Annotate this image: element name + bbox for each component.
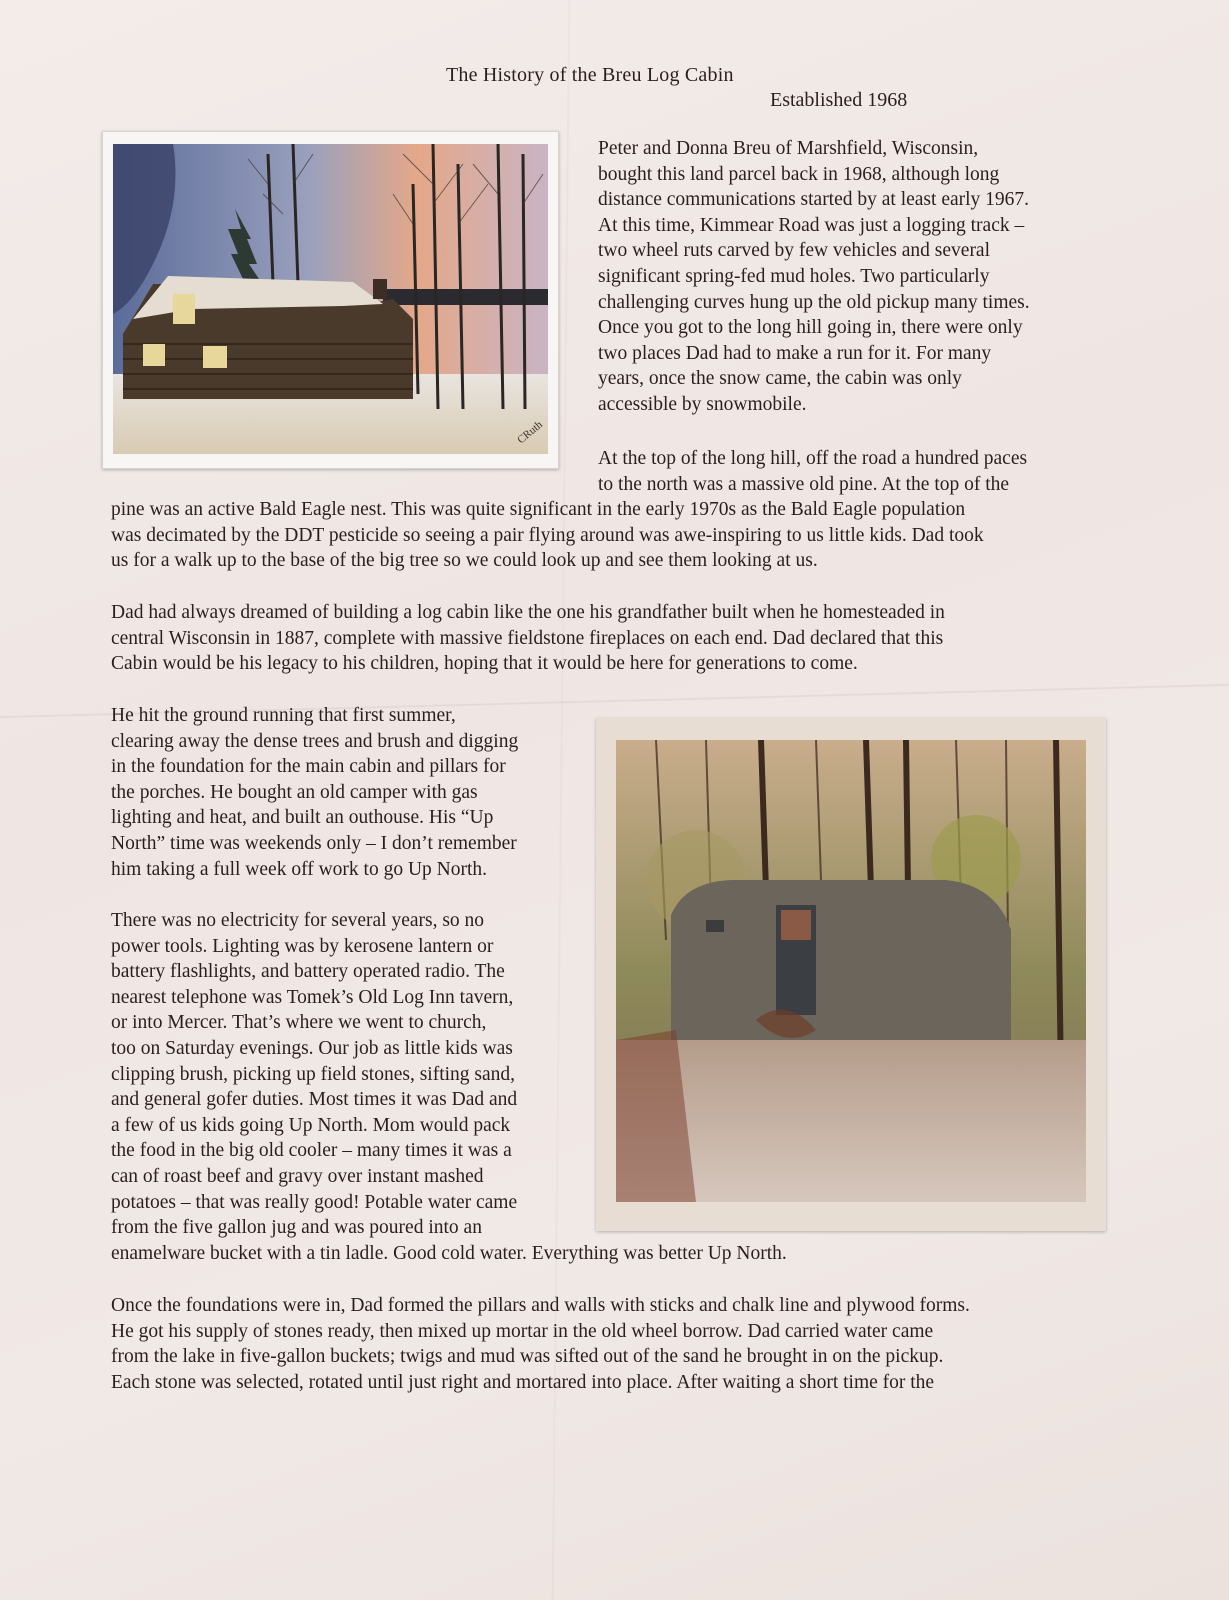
text-line: Each stone was selected, rotated until just right and mortared into place. After waiting a short time for the xyxy=(111,1371,935,1393)
text-line: the porches. He bought an old camper with gas xyxy=(111,781,478,803)
text-line: was decimated by the DDT pesticide so seeing a pair flying around was awe-inspiring to us little kids. Dad took xyxy=(111,524,984,546)
text-line: distance communications started by at least early 1967. xyxy=(598,189,1030,211)
text-line: potatoes – that was really good! Potable water came xyxy=(111,1191,518,1213)
paragraph-3 xyxy=(111,600,945,677)
text-line: two places Dad had to make a run for it. For many xyxy=(598,342,992,364)
text-line: the food in the big old cooler – many times it was a xyxy=(111,1140,512,1162)
text-line: and general gofer duties. Most times it was Dad and xyxy=(111,1089,518,1111)
paragraph-4 xyxy=(111,703,518,882)
text-line: clipping brush, picking up field stones, sifting sand, xyxy=(111,1063,516,1085)
cabin-winter-painting-icon xyxy=(113,144,548,454)
text-line: to the north was a massive old pine. At the top of the xyxy=(598,473,1010,495)
text-line: There was no electricity for several years, so no xyxy=(111,910,485,931)
text-line: enamelware bucket with a tin ladle. Good cold water. Everything was better Up North. xyxy=(111,1242,787,1264)
text-line: clearing away the dense trees and brush and digging xyxy=(111,730,519,752)
text-line: Cabin would be his legacy to his children, hoping that it would be here for generations to come. xyxy=(111,653,858,675)
paragraph-2-top xyxy=(598,446,1027,497)
paragraph-6 xyxy=(111,1293,970,1395)
text-line: or into Mercer. That’s where we went to church, xyxy=(111,1012,487,1034)
text-line: him taking a full week off work to go Up North. xyxy=(111,858,488,880)
text-line: too on Saturday evenings. Our job as little kids was xyxy=(111,1037,513,1059)
text-line: Dad had always dreamed of building a log cabin like the one his grandfather built when he homesteaded in xyxy=(111,602,945,623)
text-line: can of roast beef and gravy over instant mashed xyxy=(111,1165,484,1187)
text-line: two wheel ruts carved by few vehicles and several xyxy=(598,240,991,262)
text-line: years, once the snow came, the cabin was only xyxy=(598,368,962,390)
text-line: Once the foundations were in, Dad formed the pillars and walls with sticks and chalk line and plywood forms. xyxy=(111,1295,970,1316)
text-line: challenging curves hung up the old pickup many times. xyxy=(598,291,1030,313)
text-line: He got his supply of stones ready, then mixed up mortar in the old wheel borrow. Dad carried water came xyxy=(111,1320,934,1342)
text-line: He hit the ground running that first summer, xyxy=(111,705,456,726)
text-line: accessible by snowmobile. xyxy=(598,393,807,415)
text-line: from the five gallon jug and was poured into an xyxy=(111,1217,482,1239)
established-date: Established 1968 xyxy=(770,89,908,111)
text-line: a few of us kids going Up North. Mom would pack xyxy=(111,1114,511,1136)
camper-photo xyxy=(596,718,1106,1231)
cabin-painting xyxy=(102,131,559,469)
text-line: from the lake in five-gallon buckets; twigs and mud was sifted out of the sand he brought in on the pickup. xyxy=(111,1346,944,1368)
text-line: us for a walk up to the base of the big tree so we could look up and see them looking at us. xyxy=(111,550,818,572)
text-line: battery flashlights, and battery operated radio. The xyxy=(111,961,505,983)
text-line: power tools. Lighting was by kerosene lantern or xyxy=(111,935,494,957)
text-line: in the foundation for the main cabin and pillars for xyxy=(111,756,506,778)
camper-trailer-photo-icon xyxy=(616,740,1086,1202)
painting-signature: CRuth xyxy=(515,418,545,447)
text-line: North” time was weekends only – I don’t remember xyxy=(111,832,517,854)
text-line: At the top of the long hill, off the road a hundred paces xyxy=(598,448,1028,469)
document-title: The History of the Breu Log Cabin xyxy=(446,64,734,86)
text-line: lighting and heat, and built an outhouse. His “Up xyxy=(111,807,494,829)
paragraph-2-bottom xyxy=(111,497,984,574)
text-line: Once you got to the long hill going in, there were only xyxy=(598,317,1023,339)
text-line: significant spring-fed mud holes. Two particularly xyxy=(598,265,990,287)
text-line: bought this land parcel back in 1968, although long xyxy=(598,163,1000,185)
text-line: At this time, Kimmear Road was just a logging track – xyxy=(598,214,1025,236)
text-line: pine was an active Bald Eagle nest. This was quite significant in the early 1970s as the Bald Eagle population xyxy=(111,499,966,520)
paragraph-1 xyxy=(598,136,1030,418)
text-line: Peter and Donna Breu of Marshfield, Wisconsin, xyxy=(598,138,979,159)
text-line: central Wisconsin in 1887, complete with massive fieldstone fireplaces on each end. Dad declared that this xyxy=(111,627,944,649)
text-line: nearest telephone was Tomek’s Old Log Inn tavern, xyxy=(111,986,514,1008)
